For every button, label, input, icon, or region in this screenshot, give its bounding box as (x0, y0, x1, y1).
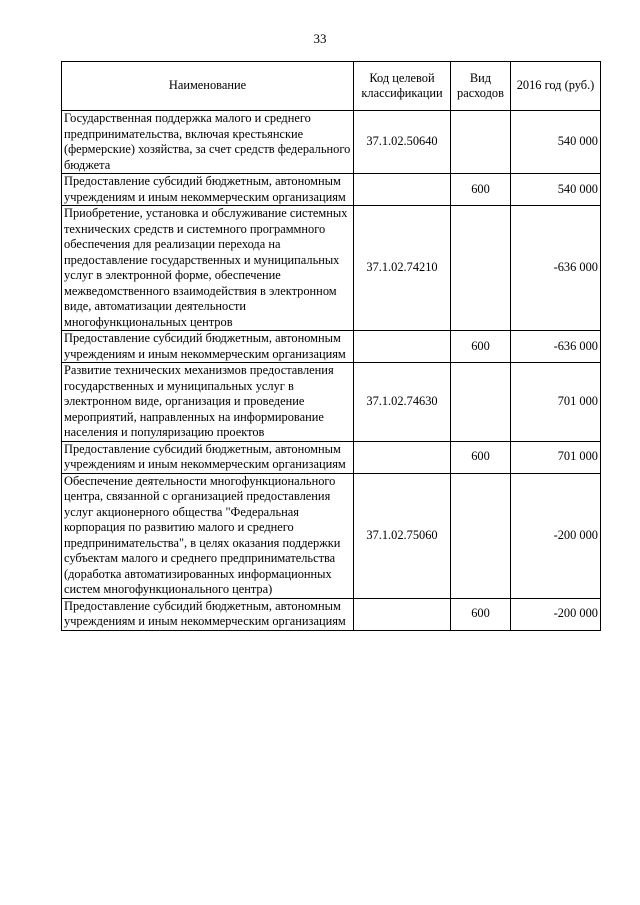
row-amount: -636 000 (511, 206, 601, 331)
row-amount: -200 000 (511, 598, 601, 630)
row-kind: 600 (451, 441, 511, 473)
table-header-row (62, 62, 601, 111)
row-kind: 600 (451, 331, 511, 363)
row-code: 37.1.02.74630 (354, 363, 451, 442)
row-name: Приобретение, установка и обслуживание системных технических средств и системного программного обеспечения для реализации перехода на предоставление государственных и муниципальных услуг в электронной форме, обеспечение межведомственного взаимодействия в электронном виде, автоматизации деятельности многофункциональных центров (62, 206, 354, 331)
header-code: Код целевой классификации (354, 62, 451, 111)
page-number: 33 (313, 31, 327, 46)
row-amount: -200 000 (511, 473, 601, 598)
row-kind (451, 473, 511, 598)
row-code (354, 174, 451, 206)
table-row (62, 473, 601, 598)
row-kind (451, 206, 511, 331)
row-amount: 540 000 (511, 174, 601, 206)
row-code (354, 331, 451, 363)
row-kind: 600 (451, 598, 511, 630)
row-kind (451, 111, 511, 174)
header-name: Наименование (62, 62, 354, 111)
table-row (62, 331, 601, 363)
row-amount: 540 000 (511, 111, 601, 174)
row-amount: 701 000 (511, 363, 601, 442)
row-name: Обеспечение деятельности многофункционального центра, связанной с организацией предоставления услуг акционерного общества "Федеральная корпорация по развитию малого и среднего предпринимательства", в целях оказания поддержки субъектам малого и среднего предпринимательства (доработка автоматизированных информационных систем многофункционального центра) (62, 473, 354, 598)
row-amount: 701 000 (511, 441, 601, 473)
row-name: Предоставление субсидий бюджетным, автономным учреждениям и иным некоммерческим организациям (62, 441, 354, 473)
row-name: Предоставление субсидий бюджетным, автономным учреждениям и иным некоммерческим организациям (62, 331, 354, 363)
row-code: 37.1.02.74210 (354, 206, 451, 331)
row-kind: 600 (451, 174, 511, 206)
table-row (62, 441, 601, 473)
row-name: Предоставление субсидий бюджетным, автономным учреждениям и иным некоммерческим организациям (62, 598, 354, 630)
budget-table (61, 61, 601, 631)
table-row (62, 598, 601, 630)
row-name: Предоставление субсидий бюджетным, автономным учреждениям и иным некоммерческим организациям (62, 174, 354, 206)
table-row (62, 206, 601, 331)
row-code (354, 598, 451, 630)
row-name: Государственная поддержка малого и среднего предпринимательства, включая крестьянские (фермерские) хозяйства, за счет средств федерального бюджета (62, 111, 354, 174)
row-code: 37.1.02.50640 (354, 111, 451, 174)
header-kind: Вид расходов (451, 62, 511, 111)
row-code: 37.1.02.75060 (354, 473, 451, 598)
row-kind (451, 363, 511, 442)
row-name: Развитие технических механизмов предоставления государственных и муниципальных услуг в электронном виде, организация и проведение мероприятий, направленных на информирование населения и популяризацию проектов (62, 363, 354, 442)
row-code (354, 441, 451, 473)
table-row (62, 363, 601, 442)
header-amount: 2016 год (руб.) (511, 62, 601, 111)
row-amount: -636 000 (511, 331, 601, 363)
table-row (62, 174, 601, 206)
table-row (62, 111, 601, 174)
